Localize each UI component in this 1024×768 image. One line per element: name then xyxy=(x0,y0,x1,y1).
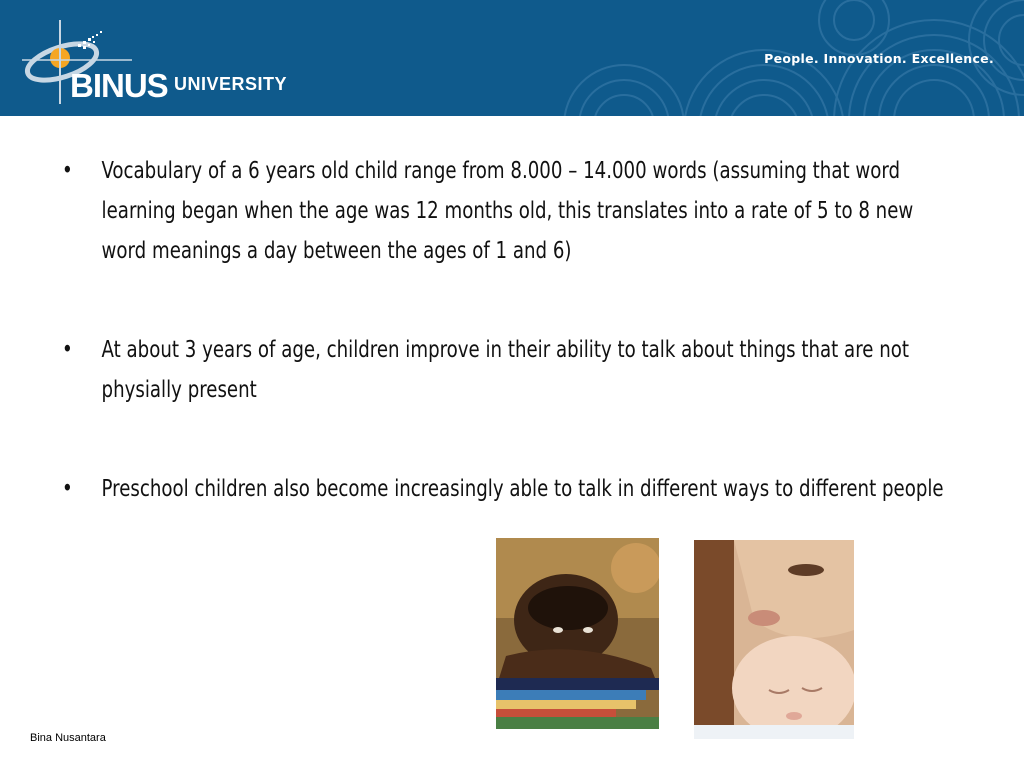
photo-mother-and-baby xyxy=(694,540,854,739)
bullet-list xyxy=(62,150,956,508)
bullet-text: Vocabulary of a 6 years old child range from 8.000 – 14.000 words (assuming that word learning began when the age was 12 months old, this translates into a rate of 5 to 8 new word meanings a day between the ages of 1 and 6) xyxy=(101,156,914,264)
bullet-point-icon: • xyxy=(62,335,73,363)
bullet-text: At about 3 years of age, children improve in their ability to talk about things that are not physially present xyxy=(101,335,909,403)
header-banner xyxy=(0,0,1024,116)
photo-child-resting-on-books xyxy=(496,538,659,729)
logo-subtitle: UNIVERSITY xyxy=(174,74,288,94)
binus-logo xyxy=(22,20,312,104)
bullet-item xyxy=(62,468,956,508)
bullet-point-icon: • xyxy=(62,474,73,502)
slide-body xyxy=(62,150,944,567)
bullet-point-icon: • xyxy=(62,156,73,184)
bullet-item xyxy=(62,150,956,270)
bullet-text: Preschool children also become increasingly able to talk in different ways to different people xyxy=(101,474,944,502)
footer-text: Bina Nusantara xyxy=(30,732,106,744)
logo-wordmark: BINUS xyxy=(70,67,168,104)
bullet-item xyxy=(62,329,956,409)
tagline: People. Innovation. Excellence. xyxy=(764,51,994,66)
